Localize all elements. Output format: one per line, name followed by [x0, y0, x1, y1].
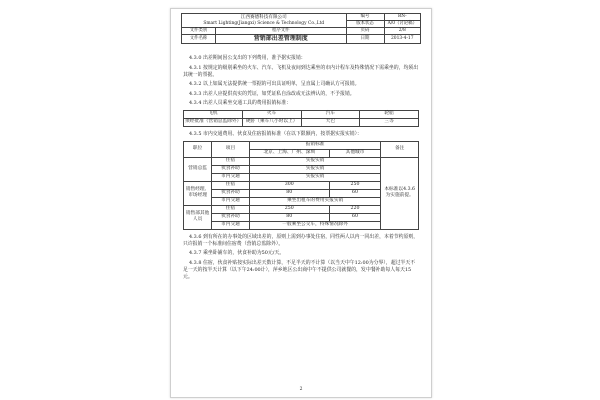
transport-header-train: 火车 [242, 110, 301, 118]
col-other-cities: 其他城市 [329, 149, 381, 157]
col-item: 项目 [212, 141, 250, 157]
paragraph-4-3-1: 4.3.1 按规定的级别乘坐的火车、汽车、飞机及夜间到达乘坐的市内计程车及特殊情况下需乘坐的，均须出其统一的票据。 [183, 64, 419, 78]
item-meal: 伙食补助 [212, 189, 250, 197]
others-meal-other: 60 [329, 213, 381, 221]
version-value: A/0（讨论稿） [384, 21, 420, 28]
col-role: 职位 [184, 141, 212, 157]
item-transport: 市内交通 [212, 197, 250, 205]
label-page: 页码 [346, 28, 384, 35]
col-note: 备注 [381, 141, 419, 157]
transport-table [183, 110, 419, 127]
label-number: 编号 [346, 14, 384, 21]
expense-note: 本标准以4.3.6为实施前提。 [381, 157, 419, 229]
paragraph-4-3-2: 4.3.2 以上如属无法提供统一票据的可出具证明单，呈直属上司确认方可报销。 [189, 81, 360, 88]
item-meal: 伙食补助 [212, 213, 250, 221]
col-standard: 报销标准 [249, 141, 381, 149]
director-meal: 实报实销 [249, 165, 381, 173]
paragraph-4-3-5: 4.3.5 市内交通费用、伙食及住宿报销标准（在以下限额内，按票据实报实销）： [189, 130, 362, 137]
company-name-cn: 江西赛德科技有限公司 [240, 14, 287, 20]
transport-ship-value: 三等 [360, 118, 419, 126]
company-name-cell [182, 14, 347, 28]
transport-header-bus: 汽车 [301, 110, 360, 118]
page-number: 2 [299, 387, 303, 392]
item-lodging: 住宿 [212, 205, 250, 213]
number-value: RN- [384, 14, 420, 21]
transport-header-ship: 轮船 [360, 110, 419, 118]
item-transport: 市内交通 [212, 221, 250, 229]
document-body [183, 55, 419, 283]
paragraph-4-3-4: 4.3.4 出差人员乘坐交通工具的费用报销标准： [189, 100, 292, 107]
others-lodging-other: 220 [329, 205, 381, 213]
date-value: 2013-4-17 [384, 35, 420, 44]
transport-header-plane: 飞机 [184, 110, 243, 118]
paragraph-4-3-0: 4.3.0 出差期间因公支出的下列费用，准予据实报销： [189, 55, 306, 61]
transport-bus-value: 大巴 [301, 118, 360, 126]
item-meal: 伙食补助 [212, 165, 250, 173]
label-date: 日期 [346, 35, 384, 44]
paragraph-4-3-3: 4.3.3 出差人应提供真实的凭证，如凭证私自涂改或无法辨认的，不予报销。 [189, 90, 355, 97]
manager-meal-big: 80 [249, 189, 329, 197]
col-big-cities: 北京、上海、广州、深圳 [249, 149, 329, 157]
role-others: 销售部其他人员 [184, 205, 212, 229]
item-lodging: 住宿 [212, 157, 250, 165]
item-lodging: 住宿 [212, 181, 250, 189]
page-value: 2/8 [384, 28, 420, 35]
paragraph-4-3-6: 4.3.6 到有所在的办事处的区域出差的，原则上需到办事处住宿，同性两人以内一同出差，本着节约原则，只许报销一个标准间住宿费（营销总监除外）。 [183, 233, 419, 247]
expense-table [183, 141, 419, 230]
others-meal-big: 80 [249, 213, 329, 221]
label-version: 版本状态 [346, 21, 384, 28]
manager-meal-other: 60 [329, 189, 381, 197]
manager-transport: 乘坐出租车的费用实报实销 [249, 197, 381, 205]
document-header-table [181, 13, 421, 44]
director-lodging: 实报实销 [249, 157, 381, 165]
role-manager: 销售经理、市场经理 [184, 181, 212, 205]
role-director: 营销总监 [184, 157, 212, 181]
doc-name-value: 营销部出差管理制度 [216, 35, 347, 44]
item-transport: 市内交通 [212, 173, 250, 181]
manager-lodging-big: 300 [249, 181, 329, 189]
paragraph-4-3-7: 4.3.7 乘坐卧铺车的，伙食补助为50元/天。 [189, 250, 285, 257]
document-page [170, 8, 432, 398]
company-name-en: Smart Lighting(Jiangxi) Science & Technology Co.,Ltd [203, 20, 325, 26]
manager-lodging-other: 250 [329, 181, 381, 189]
others-transport: 一般乘坐公交车，特殊情况除外 [249, 221, 381, 229]
transport-plane-value: 须经批准（营销总监除外） [185, 119, 242, 125]
director-transport: 实报实销 [249, 173, 381, 181]
others-lodging-big: 250 [249, 205, 329, 213]
transport-train-value: 硬卧（乘车八小时以上） [242, 118, 301, 126]
label-doc-name: 文件名称 [182, 35, 216, 44]
paragraph-4-3-8: 4.3.8 住宿，伙食补贴按实际出差天数计算，不足半天的不计算（以当天中午12:00为分界），超过半天不足一天的按半天计算（以下午24:00计），萍乡地区公出商中午不提供公司就餐的，发中餐补助每人每天15元。 [183, 259, 416, 280]
doc-type-value: 程序文件 [216, 28, 347, 35]
label-doc-type: 文件类别 [182, 28, 216, 35]
